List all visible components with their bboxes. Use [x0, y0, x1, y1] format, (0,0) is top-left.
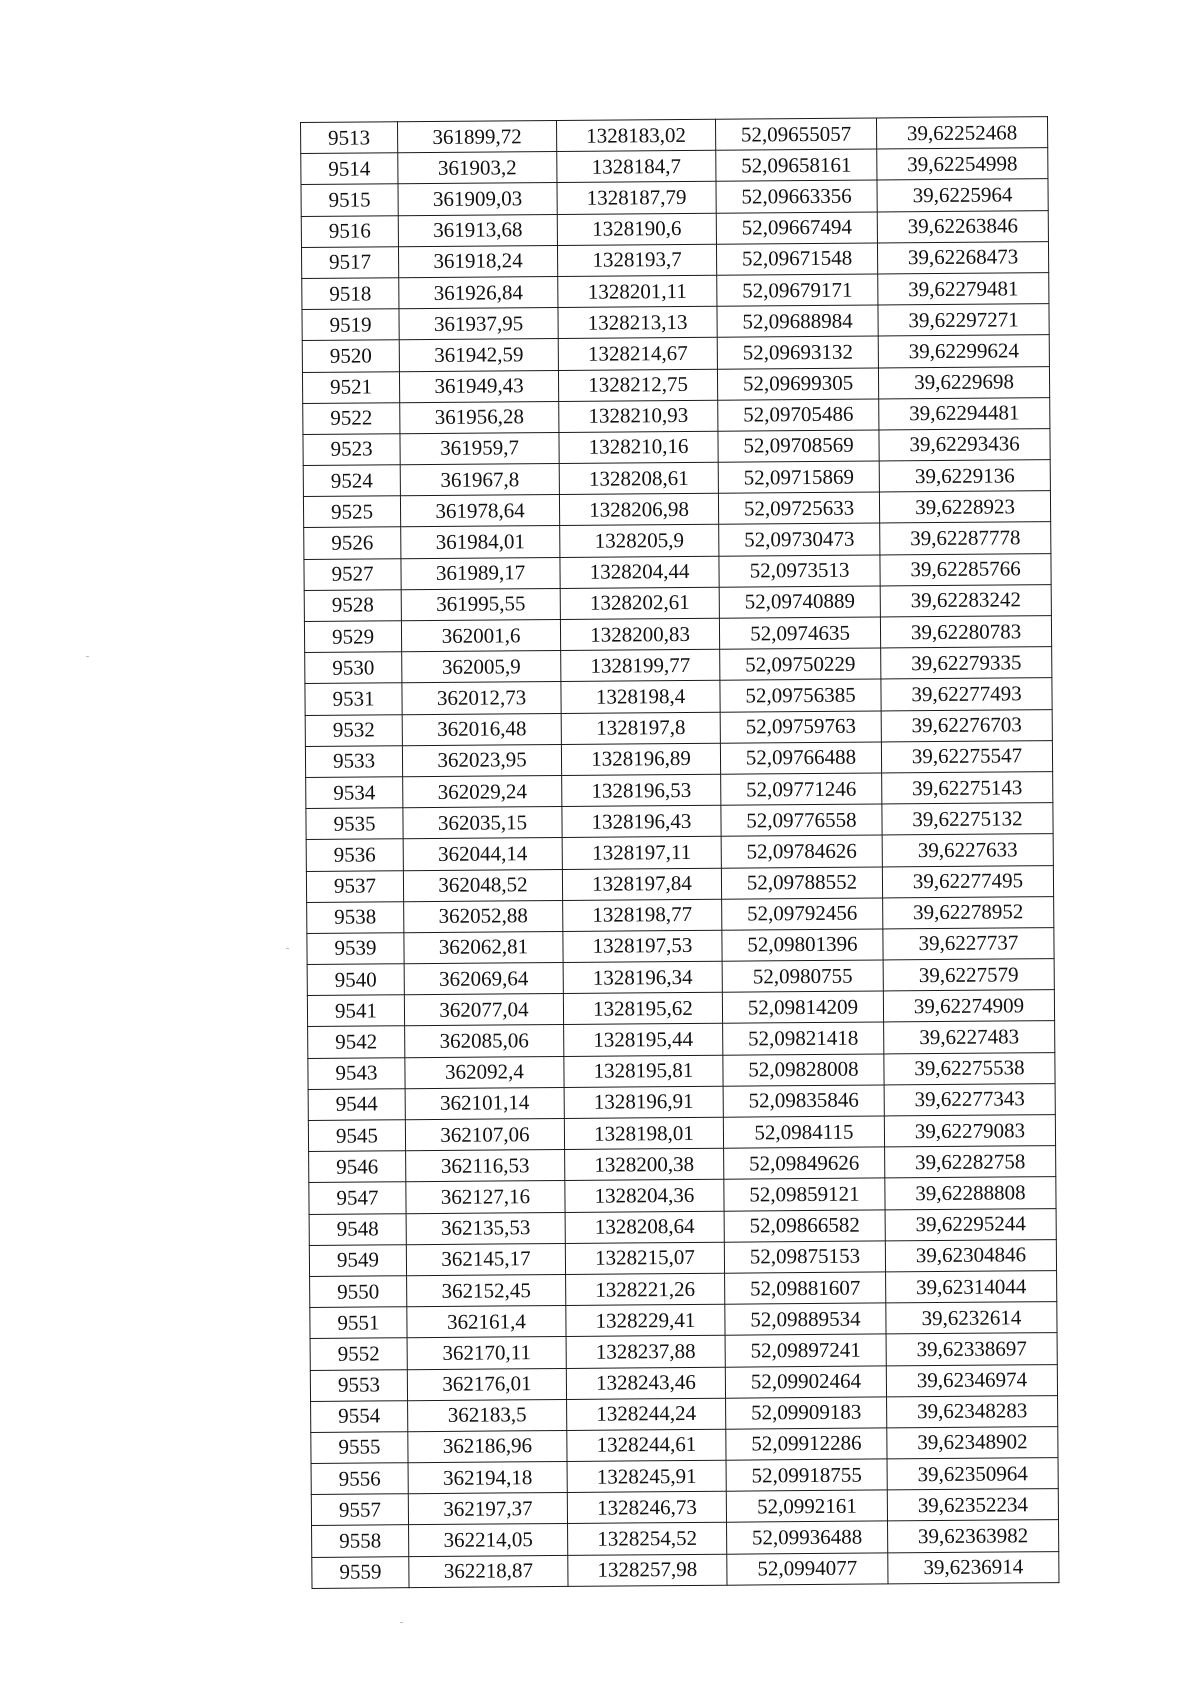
longitude-cell: 39,62252468 [876, 117, 1047, 150]
longitude-cell: 39,62282758 [885, 1146, 1056, 1179]
y-coordinate-cell: 1328196,53 [562, 774, 721, 806]
x-coordinate-cell: 361967,8 [400, 464, 559, 496]
y-coordinate-cell: 1328254,52 [568, 1523, 727, 1555]
longitude-cell: 39,62293436 [879, 428, 1050, 461]
table-row [312, 1551, 1059, 1588]
latitude-cell: 52,09889534 [725, 1303, 886, 1335]
latitude-cell: 52,09788552 [721, 866, 882, 898]
longitude-cell: 39,6228923 [879, 491, 1050, 524]
y-coordinate-cell: 1328190,6 [557, 213, 716, 245]
y-coordinate-cell: 1328200,38 [565, 1148, 724, 1180]
x-coordinate-cell: 362152,45 [407, 1274, 566, 1306]
longitude-cell: 39,6227483 [884, 1021, 1055, 1054]
y-coordinate-cell: 1328244,24 [567, 1398, 726, 1430]
coordinates-table [300, 116, 1059, 1589]
x-coordinate-cell: 362029,24 [403, 775, 562, 807]
y-coordinate-cell: 1328213,13 [558, 306, 717, 338]
y-coordinate-cell: 1328197,53 [563, 930, 722, 962]
x-coordinate-cell: 362161,4 [407, 1306, 566, 1338]
x-coordinate-cell: 362085,06 [405, 1025, 564, 1057]
longitude-cell: 39,62275538 [884, 1052, 1055, 1085]
x-coordinate-cell: 362186,96 [408, 1430, 567, 1462]
x-coordinate-cell: 362005,9 [402, 651, 561, 683]
latitude-cell: 52,09881607 [725, 1272, 886, 1304]
latitude-cell: 52,09688984 [717, 305, 878, 337]
coordinates-table-body [301, 117, 1059, 1589]
point-number-cell: 9542 [308, 1026, 405, 1058]
point-number-cell: 9551 [310, 1307, 407, 1339]
latitude-cell: 52,09740889 [719, 586, 880, 618]
x-coordinate-cell: 361956,28 [400, 401, 559, 433]
x-coordinate-cell: 361949,43 [399, 370, 558, 402]
point-number-cell: 9545 [308, 1120, 405, 1152]
latitude-cell: 52,0973513 [719, 555, 880, 587]
latitude-cell: 52,09671548 [716, 243, 877, 275]
x-coordinate-cell: 361959,7 [400, 432, 559, 464]
longitude-cell: 39,6229136 [879, 460, 1050, 493]
x-coordinate-cell: 362127,16 [406, 1181, 565, 1213]
y-coordinate-cell: 1328206,98 [559, 493, 718, 525]
x-coordinate-cell: 361989,17 [401, 557, 560, 589]
longitude-cell: 39,62263846 [877, 210, 1048, 243]
longitude-cell: 39,62297271 [878, 304, 1049, 337]
y-coordinate-cell: 1328198,01 [564, 1117, 723, 1149]
x-coordinate-cell: 362044,14 [403, 838, 562, 870]
latitude-cell: 52,09730473 [719, 523, 880, 555]
y-coordinate-cell: 1328245,91 [567, 1460, 726, 1492]
y-coordinate-cell: 1328244,61 [567, 1429, 726, 1461]
longitude-cell: 39,6225964 [877, 179, 1048, 212]
longitude-cell: 39,62283242 [880, 584, 1051, 617]
longitude-cell: 39,62254998 [877, 148, 1048, 181]
x-coordinate-cell: 362116,53 [406, 1150, 565, 1182]
x-coordinate-cell: 361913,68 [398, 214, 557, 246]
y-coordinate-cell: 1328221,26 [566, 1273, 725, 1305]
longitude-cell: 39,62279481 [878, 273, 1049, 306]
latitude-cell: 52,09663356 [716, 180, 877, 212]
x-coordinate-cell: 361984,01 [401, 526, 560, 558]
latitude-cell: 52,0994077 [727, 1553, 888, 1585]
point-number-cell: 9534 [306, 777, 403, 809]
x-coordinate-cell: 362214,05 [409, 1524, 568, 1556]
y-coordinate-cell: 1328198,77 [563, 899, 722, 931]
longitude-cell: 39,6227633 [882, 834, 1053, 867]
latitude-cell: 52,09828008 [723, 1054, 884, 1086]
latitude-cell: 52,09708569 [718, 430, 879, 462]
latitude-cell: 52,09655057 [715, 118, 876, 150]
point-number-cell: 9529 [304, 621, 401, 653]
latitude-cell: 52,0984115 [723, 1116, 884, 1148]
x-coordinate-cell: 362077,04 [404, 994, 563, 1026]
longitude-cell: 39,62350964 [887, 1458, 1058, 1491]
longitude-cell: 39,6227579 [883, 959, 1054, 992]
latitude-cell: 52,0992161 [726, 1490, 887, 1522]
y-coordinate-cell: 1328195,62 [563, 992, 722, 1024]
point-number-cell: 9549 [309, 1244, 406, 1276]
latitude-cell: 52,09814209 [722, 991, 883, 1023]
latitude-cell: 52,09792456 [722, 898, 883, 930]
x-coordinate-cell: 362197,37 [408, 1493, 567, 1525]
point-number-cell: 9536 [306, 839, 403, 871]
x-coordinate-cell: 361918,24 [398, 245, 557, 277]
point-number-cell: 9514 [301, 153, 398, 185]
y-coordinate-cell: 1328215,07 [565, 1242, 724, 1274]
longitude-cell: 39,62348283 [887, 1395, 1058, 1428]
y-coordinate-cell: 1328229,41 [566, 1304, 725, 1336]
point-number-cell: 9520 [302, 340, 399, 372]
longitude-cell: 39,62295244 [885, 1208, 1056, 1241]
y-coordinate-cell: 1328196,91 [564, 1086, 723, 1118]
latitude-cell: 52,09801396 [722, 929, 883, 961]
scan-speck [286, 948, 289, 949]
point-number-cell: 9519 [302, 309, 399, 341]
point-number-cell: 9513 [301, 122, 398, 154]
point-number-cell: 9552 [310, 1338, 407, 1370]
x-coordinate-cell: 362194,18 [408, 1462, 567, 1494]
y-coordinate-cell: 1328196,89 [561, 743, 720, 775]
x-coordinate-cell: 361903,2 [398, 152, 557, 184]
longitude-cell: 39,6236914 [888, 1551, 1059, 1584]
x-coordinate-cell: 362052,88 [404, 900, 563, 932]
y-coordinate-cell: 1328201,11 [558, 275, 717, 307]
point-number-cell: 9526 [304, 527, 401, 559]
point-number-cell: 9532 [305, 714, 402, 746]
point-number-cell: 9540 [307, 964, 404, 996]
y-coordinate-cell: 1328205,9 [560, 525, 719, 557]
latitude-cell: 52,09784626 [721, 835, 882, 867]
x-coordinate-cell: 362145,17 [406, 1243, 565, 1275]
y-coordinate-cell: 1328193,7 [557, 244, 716, 276]
latitude-cell: 52,09912286 [726, 1428, 887, 1460]
longitude-cell: 39,62299624 [878, 335, 1049, 368]
latitude-cell: 52,09875153 [724, 1241, 885, 1273]
x-coordinate-cell: 362218,87 [409, 1555, 568, 1587]
point-number-cell: 9530 [305, 652, 402, 684]
latitude-cell: 52,09759763 [720, 711, 881, 743]
x-coordinate-cell: 362170,11 [407, 1337, 566, 1369]
point-number-cell: 9553 [310, 1369, 407, 1401]
y-coordinate-cell: 1328198,4 [561, 681, 720, 713]
x-coordinate-cell: 362001,6 [401, 619, 560, 651]
latitude-cell: 52,09667494 [716, 212, 877, 244]
latitude-cell: 52,09750229 [720, 648, 881, 680]
point-number-cell: 9554 [311, 1400, 408, 1432]
y-coordinate-cell: 1328183,02 [556, 119, 715, 151]
x-coordinate-cell: 361909,03 [398, 183, 557, 215]
point-number-cell: 9538 [307, 901, 404, 933]
latitude-cell: 52,09715869 [718, 461, 879, 493]
point-number-cell: 9516 [301, 215, 398, 247]
scan-speck [86, 656, 89, 657]
x-coordinate-cell: 362135,53 [406, 1212, 565, 1244]
y-coordinate-cell: 1328257,98 [568, 1554, 727, 1586]
y-coordinate-cell: 1328208,61 [559, 462, 718, 494]
latitude-cell: 52,09897241 [725, 1334, 886, 1366]
y-coordinate-cell: 1328202,61 [560, 587, 719, 619]
latitude-cell: 52,09849626 [724, 1147, 885, 1179]
latitude-cell: 52,09776558 [721, 804, 882, 836]
x-coordinate-cell: 361942,59 [399, 339, 558, 371]
point-number-cell: 9523 [303, 434, 400, 466]
y-coordinate-cell: 1328212,75 [558, 369, 717, 401]
longitude-cell: 39,62338697 [886, 1333, 1057, 1366]
point-number-cell: 9539 [307, 933, 404, 965]
y-coordinate-cell: 1328214,67 [558, 338, 717, 370]
latitude-cell: 52,09766488 [720, 742, 881, 774]
point-number-cell: 9533 [305, 745, 402, 777]
point-number-cell: 9515 [301, 184, 398, 216]
longitude-cell: 39,6232614 [886, 1302, 1057, 1335]
point-number-cell: 9559 [312, 1556, 409, 1588]
longitude-cell: 39,6229698 [878, 366, 1049, 399]
point-number-cell: 9547 [309, 1182, 406, 1214]
x-coordinate-cell: 361899,72 [398, 120, 557, 152]
x-coordinate-cell: 361937,95 [399, 308, 558, 340]
y-coordinate-cell: 1328200,83 [560, 618, 719, 650]
y-coordinate-cell: 1328184,7 [557, 150, 716, 182]
x-coordinate-cell: 362101,14 [405, 1087, 564, 1119]
y-coordinate-cell: 1328210,16 [559, 431, 718, 463]
longitude-cell: 39,62279335 [881, 647, 1052, 680]
longitude-cell: 39,62287778 [880, 522, 1051, 555]
point-number-cell: 9535 [306, 808, 403, 840]
longitude-cell: 39,62275132 [882, 803, 1053, 836]
y-coordinate-cell: 1328187,79 [557, 182, 716, 214]
longitude-cell: 39,62277343 [884, 1083, 1055, 1116]
point-number-cell: 9557 [311, 1494, 408, 1526]
longitude-cell: 39,62304846 [885, 1239, 1056, 1272]
y-coordinate-cell: 1328237,88 [566, 1336, 725, 1368]
point-number-cell: 9527 [304, 558, 401, 590]
x-coordinate-cell: 361978,64 [400, 495, 559, 527]
y-coordinate-cell: 1328246,73 [567, 1491, 726, 1523]
latitude-cell: 52,09658161 [716, 149, 877, 181]
longitude-cell: 39,62288808 [885, 1177, 1056, 1210]
x-coordinate-cell: 362048,52 [403, 869, 562, 901]
latitude-cell: 52,09902464 [725, 1365, 886, 1397]
x-coordinate-cell: 362012,73 [402, 682, 561, 714]
y-coordinate-cell: 1328195,81 [564, 1055, 723, 1087]
point-number-cell: 9521 [302, 371, 399, 403]
y-coordinate-cell: 1328196,34 [563, 961, 722, 993]
x-coordinate-cell: 362069,64 [404, 963, 563, 995]
latitude-cell: 52,09859121 [724, 1178, 885, 1210]
point-number-cell: 9528 [304, 590, 401, 622]
point-number-cell: 9544 [308, 1089, 405, 1121]
y-coordinate-cell: 1328197,8 [561, 712, 720, 744]
latitude-cell: 52,09699305 [717, 367, 878, 399]
point-number-cell: 9555 [311, 1432, 408, 1464]
point-number-cell: 9546 [309, 1151, 406, 1183]
x-coordinate-cell: 362183,5 [408, 1399, 567, 1431]
longitude-cell: 39,62275143 [882, 772, 1053, 805]
x-coordinate-cell: 362062,81 [404, 931, 563, 963]
y-coordinate-cell: 1328196,43 [562, 805, 721, 837]
longitude-cell: 39,62268473 [877, 241, 1048, 274]
longitude-cell: 39,62348902 [887, 1426, 1058, 1459]
latitude-cell: 52,09756385 [720, 679, 881, 711]
longitude-cell: 39,62277493 [881, 678, 1052, 711]
longitude-cell: 39,62275547 [881, 740, 1052, 773]
latitude-cell: 52,09918755 [726, 1459, 887, 1491]
latitude-cell: 52,09679171 [717, 274, 878, 306]
latitude-cell: 52,09771246 [721, 773, 882, 805]
point-number-cell: 9548 [309, 1213, 406, 1245]
latitude-cell: 52,09705486 [718, 399, 879, 431]
x-coordinate-cell: 362092,4 [405, 1056, 564, 1088]
x-coordinate-cell: 361926,84 [399, 276, 558, 308]
longitude-cell: 39,62279083 [884, 1115, 1055, 1148]
latitude-cell: 52,09725633 [718, 492, 879, 524]
latitude-cell: 52,0980755 [722, 960, 883, 992]
y-coordinate-cell: 1328199,77 [561, 649, 720, 681]
latitude-cell: 52,09693132 [717, 336, 878, 368]
latitude-cell: 52,09909183 [726, 1397, 887, 1429]
point-number-cell: 9537 [306, 870, 403, 902]
x-coordinate-cell: 361995,55 [401, 588, 560, 620]
longitude-cell: 39,62294481 [879, 397, 1050, 430]
longitude-cell: 39,62277495 [882, 865, 1053, 898]
longitude-cell: 39,62352234 [887, 1489, 1058, 1522]
x-coordinate-cell: 362107,06 [405, 1118, 564, 1150]
longitude-cell: 39,62285766 [880, 553, 1051, 586]
latitude-cell: 52,0974635 [719, 617, 880, 649]
y-coordinate-cell: 1328197,11 [562, 837, 721, 869]
y-coordinate-cell: 1328204,36 [565, 1180, 724, 1212]
scan-speck [400, 1622, 403, 1623]
latitude-cell: 52,09936488 [727, 1521, 888, 1553]
x-coordinate-cell: 362023,95 [402, 744, 561, 776]
point-number-cell: 9541 [307, 995, 404, 1027]
latitude-cell: 52,09866582 [724, 1210, 885, 1242]
point-number-cell: 9543 [308, 1057, 405, 1089]
y-coordinate-cell: 1328208,64 [565, 1211, 724, 1243]
x-coordinate-cell: 362176,01 [407, 1368, 566, 1400]
latitude-cell: 52,09821418 [723, 1022, 884, 1054]
longitude-cell: 39,62278952 [883, 896, 1054, 929]
y-coordinate-cell: 1328197,84 [562, 868, 721, 900]
longitude-cell: 39,62346974 [886, 1364, 1057, 1397]
point-number-cell: 9524 [303, 465, 400, 497]
y-coordinate-cell: 1328204,44 [560, 556, 719, 588]
y-coordinate-cell: 1328195,44 [564, 1024, 723, 1056]
longitude-cell: 39,62274909 [883, 990, 1054, 1023]
longitude-cell: 39,6227737 [883, 927, 1054, 960]
point-number-cell: 9556 [311, 1463, 408, 1495]
point-number-cell: 9518 [302, 278, 399, 310]
x-coordinate-cell: 362016,48 [402, 713, 561, 745]
point-number-cell: 9531 [305, 683, 402, 715]
y-coordinate-cell: 1328210,93 [559, 400, 718, 432]
point-number-cell: 9517 [301, 246, 398, 278]
longitude-cell: 39,62280783 [880, 616, 1051, 649]
longitude-cell: 39,62276703 [881, 709, 1052, 742]
latitude-cell: 52,09835846 [723, 1085, 884, 1117]
point-number-cell: 9522 [303, 402, 400, 434]
point-number-cell: 9550 [310, 1276, 407, 1308]
longitude-cell: 39,62363982 [888, 1520, 1059, 1553]
x-coordinate-cell: 362035,15 [403, 807, 562, 839]
longitude-cell: 39,62314044 [886, 1271, 1057, 1304]
point-number-cell: 9558 [312, 1525, 409, 1557]
point-number-cell: 9525 [303, 496, 400, 528]
y-coordinate-cell: 1328243,46 [566, 1367, 725, 1399]
